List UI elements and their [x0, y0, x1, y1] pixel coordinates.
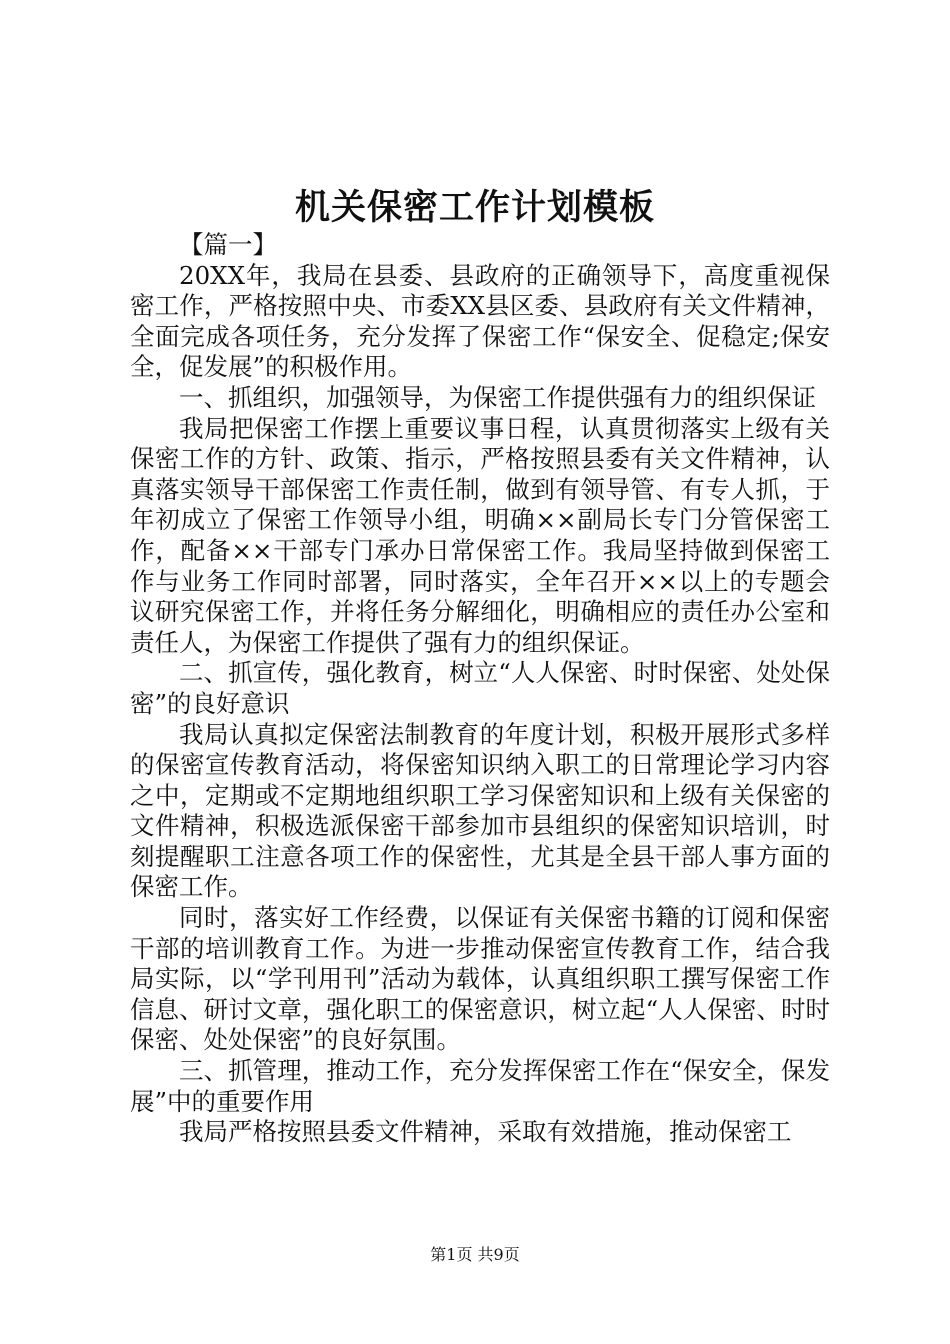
- body-paragraph: 我局认真拟定保密法制教育的年度计划，积极开展形式多样的保密宣传教育活动，将保密知识纳入职工的日常理论学习内容之中，定期或不定期地组织职工学习保密知识和上级有关保密的文件精神，积极选派保密干部参加市县组织的保密知识培训，时刻提醒职工注意各项工作的保密性，尤其是全县干部人事方面的保密工作。: [130, 719, 830, 902]
- intro-paragraph: 20XX年，我局在县委、县政府的正确领导下，高度重视保密工作，严格按照中央、市委XX县区委、县政府有关文件精神，全面完成各项任务，充分发挥了保密工作“保安全、促稳定;保安全，促发展”的积极作用。: [130, 260, 830, 382]
- page-footer: 第1页 共9页: [430, 1245, 520, 1264]
- section-heading-1: 一、抓组织，加强领导，为保密工作提供强有力的组织保证: [179, 382, 816, 412]
- document-title: 机关保密工作计划模板: [294, 187, 655, 228]
- body-paragraph: 我局严格按照县委文件精神，采取有效措施，推动保密工: [179, 1117, 792, 1147]
- body-paragraph: 我局把保密工作摆上重要议事日程，认真贯彻落实上级有关保密工作的方针、政策、指示，严格按照县委有关文件精神，认真落实领导干部保密工作责任制，做到有领导管、有专人抓，于年初成立了保密工作领导小组，明确××副局长专门分管保密工作，配备××干部专门承办日常保密工作。我局坚持做到保密工作与业务工作同时部署，同时落实，全年召开××以上的专题会议研究保密工作，并将任务分解细化，明确相应的责任办公室和责任人，为保密工作提供了强有力的组织保证。: [130, 413, 830, 657]
- body-paragraph: 同时，落实好工作经费，以保证有关保密书籍的订阅和保密干部的培训教育工作。为进一步推动保密宣传教育工作，结合我局实际，以“学刊用刊”活动为载体，认真组织职工撰写保密工作信息、研讨文章，强化职工的保密意识，树立起“人人保密、时时保密、处处保密”的良好氛围。: [130, 903, 830, 1055]
- section-heading-3: 三、抓管理，推动工作，充分发挥保密工作在“保安全，保发展”中的重要作用: [130, 1056, 830, 1116]
- document-body: [130, 230, 830, 1148]
- section-heading-2: 二、抓宣传，强化教育，树立“人人保密、时时保密、处处保密”的良好意识: [130, 658, 830, 718]
- section-marker: 【篇一】: [179, 230, 277, 259]
